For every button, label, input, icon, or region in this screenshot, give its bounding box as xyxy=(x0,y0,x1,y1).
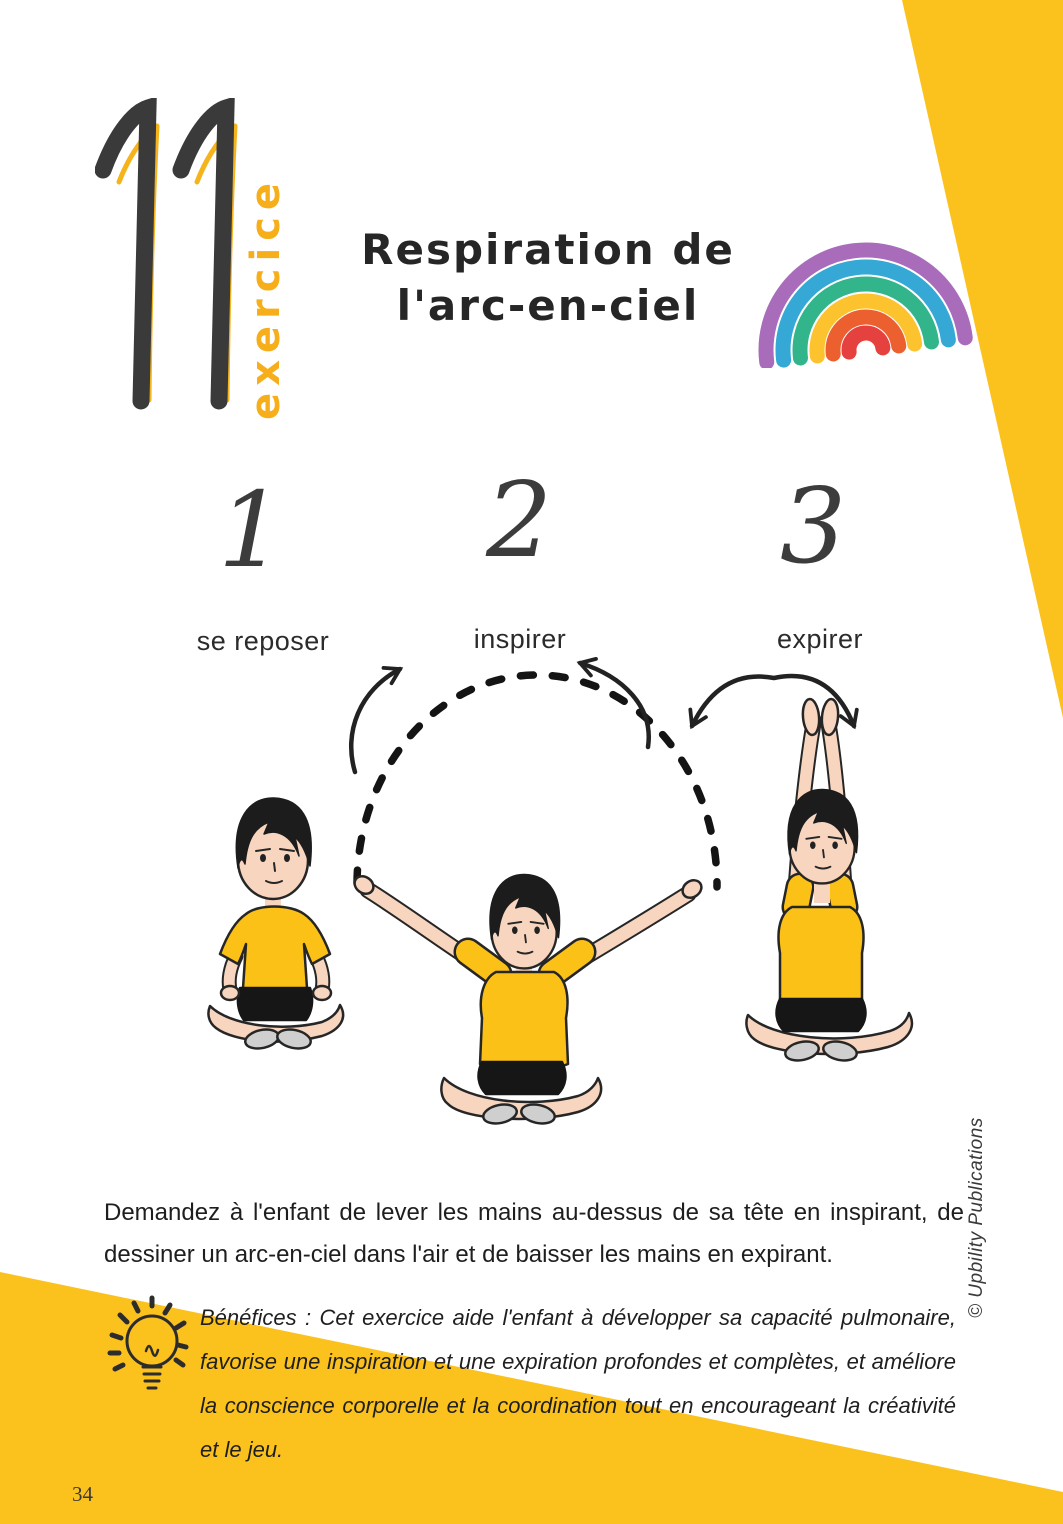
boy-exhaling-illustration xyxy=(710,695,934,1085)
exercise-word-vertical xyxy=(243,158,301,420)
boy-head xyxy=(490,874,560,968)
boy-head xyxy=(788,789,858,883)
exercise-number-graphic xyxy=(95,98,255,418)
step-2-label: inspirer xyxy=(473,624,567,654)
lightbulb-icon xyxy=(100,1293,200,1403)
step-2-number: 2 xyxy=(486,459,553,581)
benefits-text: Bénéfices : Cet exercice aide l'enfant à développer sa capacité pulmonaire, favorise une inspiration et une expiration profondes et complètes, et améliore la conscience corporelle et la coordination tout en encourageant la créativité et le jeu. xyxy=(200,1305,956,1462)
step-1-number: 1 xyxy=(218,469,285,591)
boy-inhaling-illustration xyxy=(348,852,708,1142)
step-3-number: 3 xyxy=(780,465,847,587)
page-title xyxy=(358,222,738,334)
rainbow-icon xyxy=(738,190,994,368)
page-number: 34 xyxy=(72,1482,93,1506)
exercise-word-label: exercice xyxy=(243,175,289,420)
step-3-label: expirer xyxy=(776,624,864,654)
page-title-line1: Respiration de xyxy=(361,225,735,274)
copyright-vertical xyxy=(966,1068,998,1318)
copyright-text: © Upbility Publications xyxy=(966,1117,987,1318)
boy-head xyxy=(236,798,311,899)
instruction-text: Demandez à l'enfant de lever les mains au-dessus de sa tête en inspirant, de dessiner un arc-en-ciel dans l'air et de baisser les mains en expirant. xyxy=(104,1199,964,1268)
boy-resting-illustration xyxy=(180,792,370,1068)
curved-arrow-up-left-icon xyxy=(580,663,649,747)
page-title-line2: l'arc-en-ciel xyxy=(396,281,700,330)
step-1-label: se reposer xyxy=(196,626,330,656)
